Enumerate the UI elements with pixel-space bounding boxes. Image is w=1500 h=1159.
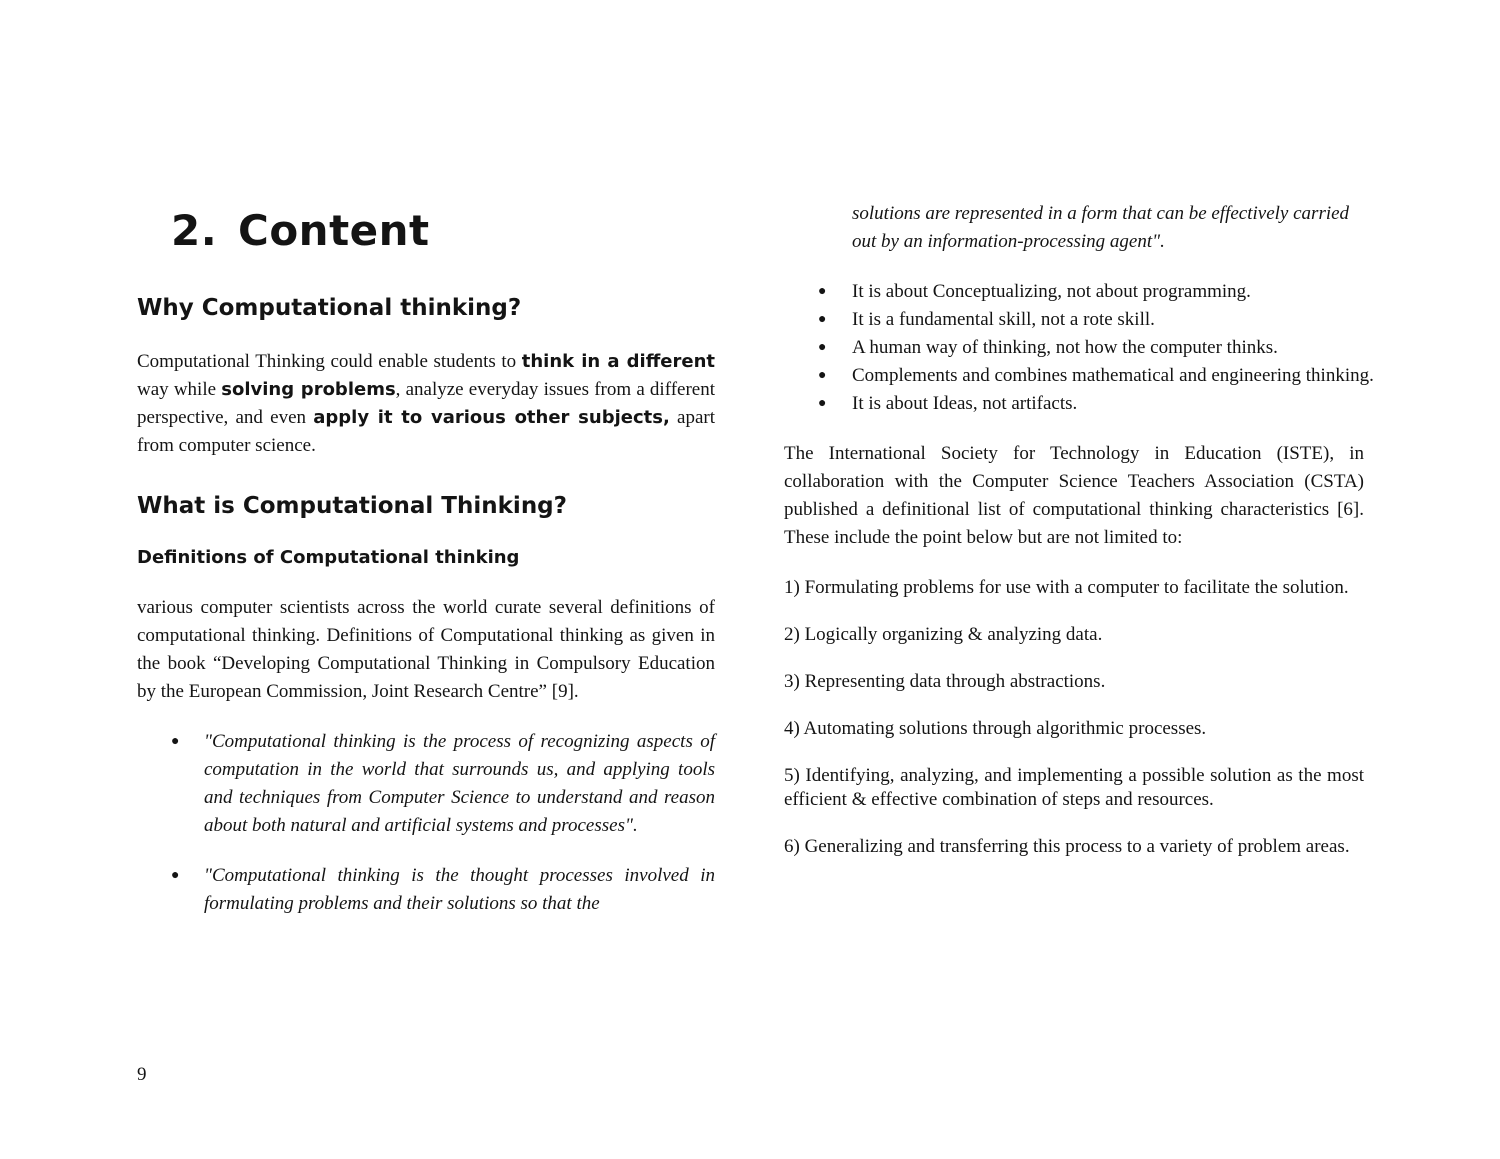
chapter-number: 2.: [171, 206, 218, 255]
quote-continuation: solutions are represented in a form that can be effectively carried out by an information-processing agent".: [852, 203, 1350, 252]
right-column: [784, 200, 1374, 859]
why-paragraph: [137, 348, 715, 460]
ct-point-text: It is about Ideas, not artifacts.: [852, 393, 1078, 414]
definitions-heading: Definitions of Computational thinking: [137, 547, 520, 568]
bullet-icon: ●: [818, 396, 827, 411]
bullet-icon: ●: [818, 368, 827, 383]
why-text-1: Computational Thinking could enable students to: [137, 351, 522, 372]
why-text-3: , analyze everyday issues from a different perspective, and even: [137, 379, 715, 428]
chapter-heading: [171, 200, 715, 262]
ct-point: [784, 362, 1396, 390]
characteristic-item: 6) Generalizing and transferring this process to a variety of problem areas.: [784, 836, 1350, 857]
ct-point: [784, 278, 1396, 306]
page-number: 9: [137, 1064, 147, 1085]
ct-point-text: Complements and combines mathematical and engineering thinking.: [852, 365, 1374, 386]
ct-points-list: [784, 278, 1396, 418]
definition-quote: [137, 862, 715, 918]
why-heading: Why Computational thinking?: [137, 295, 522, 321]
why-bold-2: solving problems: [221, 379, 396, 400]
ct-point: [784, 306, 1396, 334]
ct-point: [784, 334, 1396, 362]
bullet-icon: ●: [818, 340, 827, 355]
ct-point-text: It is a fundamental skill, not a rote skill.: [852, 309, 1155, 330]
definitions-paragraph: various computer scientists across the world curate several definitions of computational thinking. Definitions of Computational thinking as given in the book “Developing Computational Thinking in Compulsory Education by the European Commission, Joint Research Centre” [9].: [137, 597, 715, 702]
iste-paragraph: The International Society for Technology in Education (ISTE), in collaboration with the Computer Science Teachers Association (CSTA) published a definitional list of computational thinking characteristics [6]. These include the point below but are not limited to:: [784, 443, 1364, 548]
definition-quotes-list: [137, 728, 715, 918]
quote-text: "Computational thinking is the thought processes involved in formulating problems and their solutions so that the: [204, 865, 715, 914]
chapter-title: Content: [238, 206, 430, 255]
characteristic-item: 3) Representing data through abstractions.: [784, 671, 1106, 692]
characteristic-item: 2) Logically organizing & analyzing data.: [784, 624, 1103, 645]
characteristic-item: 1) Formulating problems for use with a computer to facilitate the solution.: [784, 577, 1349, 598]
left-column: [137, 200, 715, 918]
bullet-icon: ●: [818, 284, 827, 299]
characteristic-item: 5) Identifying, analyzing, and implementing a possible solution as the most efficient & effective combination of steps and resources.: [784, 765, 1364, 810]
quote-text: "Computational thinking is the process of recognizing aspects of computation in the world that surrounds us, and applying tools and techniques from Computer Science to understand and reason about both natural and artificial systems and processes".: [204, 731, 715, 836]
why-text-2: way while: [137, 379, 222, 400]
characteristic-item: 4) Automating solutions through algorithmic processes.: [784, 718, 1207, 739]
bullet-icon: ●: [818, 312, 827, 327]
why-bold-3: apply it to various other subjects,: [313, 407, 670, 428]
definition-quote: [137, 728, 715, 840]
ct-point-text: It is about Conceptualizing, not about programming.: [852, 281, 1251, 302]
what-heading: What is Computational Thinking?: [137, 493, 567, 519]
why-bold-1: think in a different: [521, 351, 715, 372]
bullet-icon: ●: [171, 868, 180, 883]
ct-point-text: A human way of thinking, not how the computer thinks.: [852, 337, 1278, 358]
bullet-icon: ●: [171, 734, 180, 749]
why-text-4: apart from computer science.: [137, 407, 715, 456]
ct-point: [784, 390, 1396, 418]
